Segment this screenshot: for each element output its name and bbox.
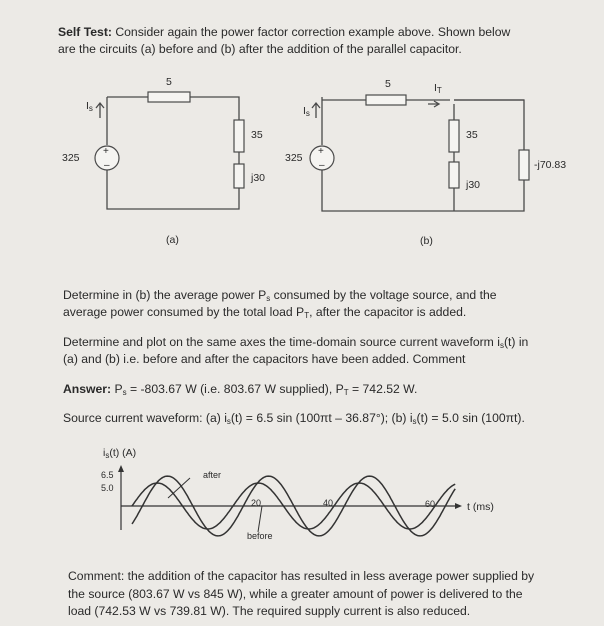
current-plot [118, 465, 462, 536]
plot-y-arrow [118, 465, 124, 472]
b-source-label: 325 [285, 152, 303, 164]
a-x-label: j30 [251, 172, 266, 184]
plot-x-arrow [455, 503, 462, 509]
circuit-a [95, 92, 244, 209]
svg-text:–: – [319, 160, 325, 171]
b-x-label: j30 [466, 179, 481, 191]
plot-y-label: $i_s(t)$ (A) [103, 447, 137, 460]
intro-text-1: Consider again the power factor correction example above. Shown below [115, 25, 511, 39]
b-caption: (b) [420, 235, 433, 247]
circuit-b [310, 95, 529, 211]
answer-line: Answer: $P_s = -803.67$ W (i.e. 803.67 W supplied), $P_T = 742.52$ W. [63, 382, 418, 397]
inductor-b-j30 [449, 162, 459, 188]
svg-text:–: – [104, 160, 110, 171]
x-tick-20: 20 [251, 498, 262, 508]
self-test-title: Self Test: [58, 25, 112, 39]
resistor-a-5 [148, 92, 190, 102]
a-is-label: $I_s$ [86, 100, 93, 113]
resistor-a-35 [234, 120, 244, 152]
resistor-b-5 [366, 95, 406, 105]
a-r5-label: 5 [166, 76, 172, 88]
after-label: after [203, 470, 222, 480]
y-tick-6.5: 6.5 [101, 470, 114, 480]
b-r35-label: 35 [466, 129, 478, 141]
plot-x-label: t (ms) [467, 501, 494, 513]
arrow-is-b [312, 103, 320, 118]
a-r35-label: 35 [251, 129, 263, 141]
b-cap-label: -j70.83 [534, 159, 567, 171]
b-r5-label: 5 [385, 78, 391, 90]
resistor-b-35 [449, 120, 459, 152]
question1-line1: Determine in (b) the average power $P_s$ consumed by the voltage source, and the [63, 288, 497, 303]
x-tick-60: 60 [425, 499, 436, 509]
capacitor-b [519, 150, 529, 180]
svg-text:+: + [318, 146, 324, 157]
x-tick-40: 40 [323, 498, 334, 508]
comment-line3: load (742.53 W vs 739.81 W). The required supply current is also reduced. [68, 604, 471, 618]
b-it-label: $I_T$ [434, 82, 442, 95]
comment-line2: the source (803.67 W vs 845 W), while a greater amount of power is delivered to the [68, 587, 523, 601]
arrow-it-b [428, 101, 439, 107]
before-label: before [247, 531, 273, 541]
inductor-a-j30 [234, 164, 244, 188]
a-source-label: 325 [62, 152, 80, 164]
question2-line2: (a) and (b) i.e. before and after the capacitors have been added. Comment [63, 352, 466, 366]
question1-line2: average power consumed by the total load $P_T$, after the capacitor is added. [63, 305, 467, 320]
y-tick-5.0: 5.0 [101, 483, 114, 493]
intro-line-2: are the circuits (a) before and (b) after the addition of the parallel capacitor. [58, 42, 462, 56]
question2-line1: Determine and plot on the same axes the time-domain source current waveform $i_s(t)$ in [63, 335, 529, 350]
comment-line1: Comment: the addition of the capacitor has resulted in less average power supplied by [68, 569, 535, 583]
arrow-is-a [96, 103, 104, 118]
a-caption: (a) [166, 234, 179, 246]
b-is-label: $I_s$ [303, 105, 310, 118]
waveform-line: Source current waveform: (a) $i_s(t) = 6.5$ sin (100πt – 36.87°); (b) $i_s(t) = 5.0$ sin (100πt). [63, 411, 525, 426]
svg-text:+: + [103, 146, 109, 157]
